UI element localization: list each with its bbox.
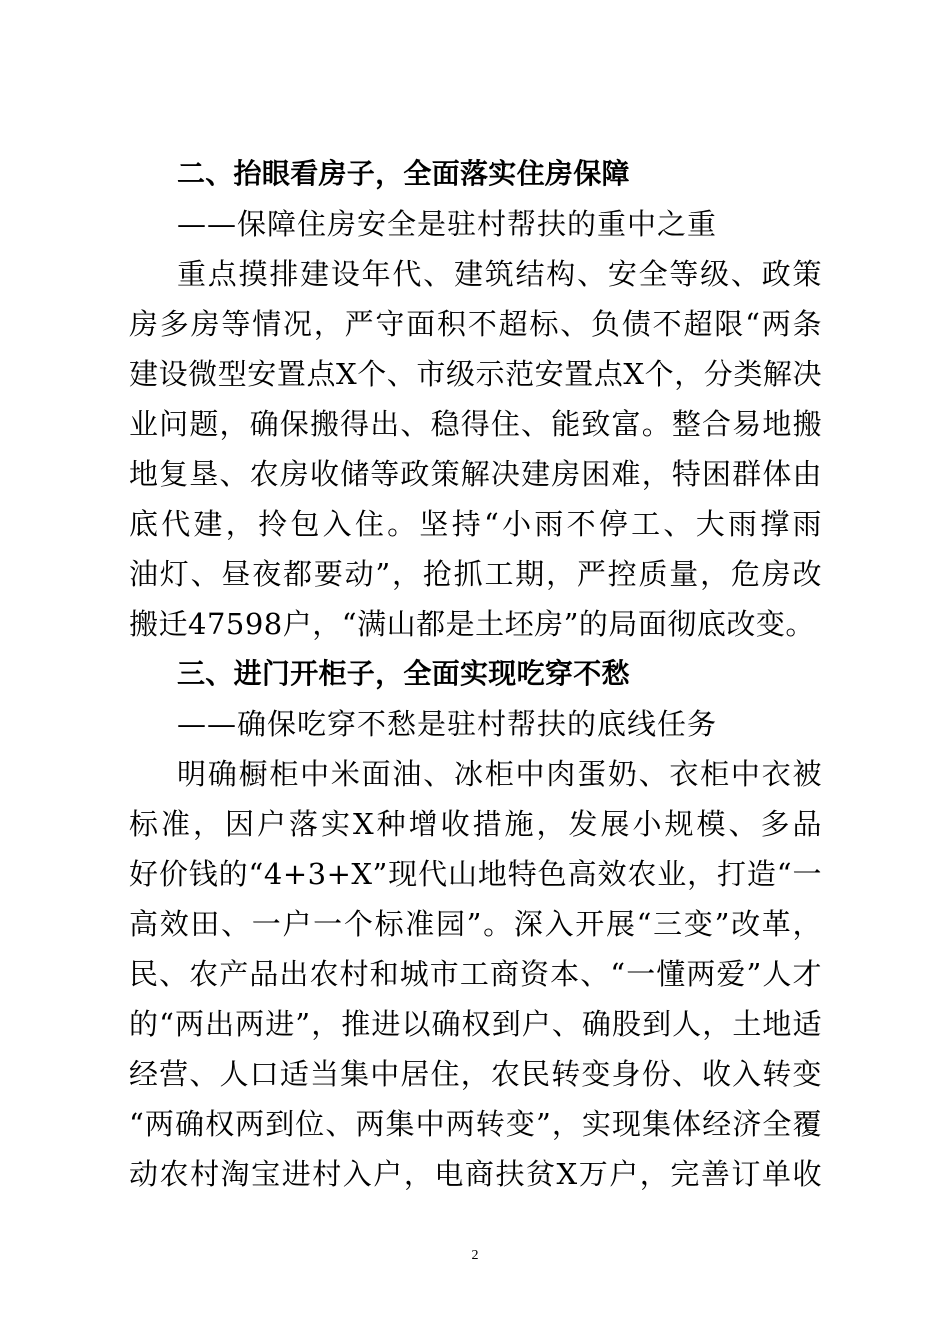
paragraph-line: 标准，因户落实X种增收措施，发展小规模、多品: [129, 807, 822, 841]
section-2-heading: 二、抬眼看房子，全面落实住房保障: [177, 157, 630, 190]
paragraph-line: “两确权两到位、两集中两转变”，实现集体经济全覆: [129, 1107, 822, 1141]
section-2-subheading: ——保障住房安全是驻村帮扶的重中之重: [177, 207, 718, 241]
paragraph-line: 动农村淘宝进村入户，电商扶贫X万户，完善订单收: [129, 1157, 822, 1191]
paragraph-line: 搬迁47598户，“满山都是土坯房”的局面彻底改变。: [129, 607, 815, 641]
paragraph-line: 好价钱的“4+3+X”现代山地特色高效农业，打造“一: [129, 857, 822, 891]
paragraph-line: 建设微型安置点X个、市级示范安置点X个，分类解决: [129, 357, 822, 391]
section-3-heading: 三、进门开柜子，全面实现吃穿不愁: [177, 657, 630, 690]
paragraph-line: 的“两出两进”，推进以确权到户、确股到人，土地适: [129, 1007, 822, 1041]
paragraph-line: 底代建，拎包入住。坚持“小雨不停工、大雨撑雨: [129, 507, 822, 541]
paragraph-line: 经营、人口适当集中居住，农民转变身份、收入转变: [129, 1057, 822, 1091]
paragraph-line: 房多房等情况，严守面积不超标、负债不超限“两条: [129, 307, 822, 341]
paragraph-line: 业问题，确保搬得出、稳得住、能致富。整合易地搬: [129, 407, 822, 441]
section-3-subheading: ——确保吃穿不愁是驻村帮扶的底线任务: [177, 707, 718, 741]
paragraph-line: 油灯、昼夜都要动”，抢抓工期，严控质量，危房改: [129, 557, 822, 591]
page-number: 2: [471, 1248, 479, 1263]
paragraph-line: 明确橱柜中米面油、冰柜中肉蛋奶、衣柜中衣被: [177, 757, 822, 791]
paragraph-line: 高效田、一户一个标准园”。深入开展“三变”改革，: [129, 907, 822, 941]
paragraph-line: 地复垦、农房收储等政策解决建房困难，特困群体由: [129, 457, 822, 491]
paragraph-line: 民、农产品出农村和城市工商资本、“一懂两爱”人才: [129, 957, 822, 991]
paragraph-line: 重点摸排建设年代、建筑结构、安全等级、政策: [177, 257, 822, 291]
